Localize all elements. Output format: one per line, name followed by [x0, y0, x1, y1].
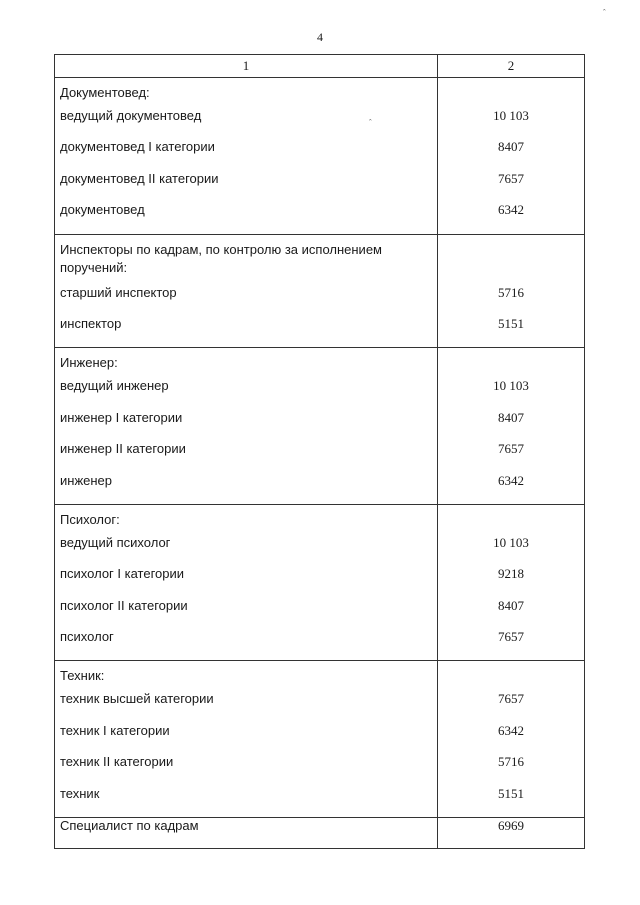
group-title: Психолог:: [55, 504, 438, 535]
group-2: [55, 348, 585, 505]
group-title-row: [55, 504, 585, 535]
group-title-row: [55, 661, 585, 692]
salary-table: [54, 54, 585, 849]
position-name: инженер II категории: [55, 441, 438, 472]
table-row: [55, 786, 585, 818]
salary-value: 7657: [438, 629, 585, 661]
group-title-value-empty: [438, 348, 585, 379]
salary-value: 8407: [438, 598, 585, 629]
table-row: [55, 441, 585, 472]
position-name: инженер I категории: [55, 410, 438, 441]
group-title-value-empty: [438, 234, 585, 285]
group-title: Документовед:: [55, 78, 438, 109]
table-row: [55, 535, 585, 566]
stray-mark: ˆ: [369, 118, 372, 127]
table-row: [55, 171, 585, 202]
position-name: техник I категории: [55, 723, 438, 754]
table-header: [55, 55, 585, 78]
group-title-row: [55, 234, 585, 285]
salary-value: 10 103: [438, 378, 585, 409]
position-name: техник высшей категории: [55, 691, 438, 722]
group-0: [55, 78, 585, 235]
position-name: документовед: [55, 202, 438, 234]
salary-value: 5716: [438, 754, 585, 785]
position-name: инспектор: [55, 316, 438, 348]
corner-mark: ˆ: [603, 8, 606, 17]
column-header-1: 1: [55, 55, 438, 78]
table-row: [55, 818, 585, 849]
table-row: [55, 285, 585, 316]
salary-value: 6342: [438, 723, 585, 754]
group-4: [55, 661, 585, 818]
group-title-value-empty: [438, 78, 585, 109]
position-name: инженер: [55, 473, 438, 505]
position-name: документовед I категории: [55, 139, 438, 170]
salary-value: 7657: [438, 691, 585, 722]
table-row: [55, 316, 585, 348]
group-title: Инженер:: [55, 348, 438, 379]
table-row: [55, 410, 585, 441]
table-row: [55, 598, 585, 629]
table-row: [55, 754, 585, 785]
salary-value: 5716: [438, 285, 585, 316]
page-number: 4: [317, 30, 323, 44]
table-row: [55, 473, 585, 505]
position-name: старший инспектор: [55, 285, 438, 316]
table-row: [55, 723, 585, 754]
group-title-row: [55, 348, 585, 379]
group-1: [55, 234, 585, 348]
position-name: ведущий документовед: [55, 108, 438, 139]
position-name: психолог: [55, 629, 438, 661]
table-row: [55, 108, 585, 139]
salary-value: 6342: [438, 202, 585, 234]
position-name: психолог I категории: [55, 566, 438, 597]
table-row: [55, 378, 585, 409]
salary-value: 10 103: [438, 108, 585, 139]
position-name: техник II категории: [55, 754, 438, 785]
position-name: ведущий инженер: [55, 378, 438, 409]
table-row: [55, 202, 585, 234]
salary-value: 7657: [438, 441, 585, 472]
group-title: Техник:: [55, 661, 438, 692]
table-row: [55, 629, 585, 661]
group-title-value-empty: [438, 504, 585, 535]
table-row: [55, 566, 585, 597]
salary-value: 8407: [438, 139, 585, 170]
salary-value: 10 103: [438, 535, 585, 566]
position-name: документовед II категории: [55, 171, 438, 202]
position-name: психолог II категории: [55, 598, 438, 629]
position-name: Специалист по кадрам: [55, 818, 438, 849]
salary-value: 6969: [438, 818, 585, 849]
salary-value: 5151: [438, 316, 585, 348]
single-row-group: [55, 818, 585, 849]
group-3: [55, 504, 585, 661]
salary-value: 7657: [438, 171, 585, 202]
table-row: [55, 691, 585, 722]
salary-value: 8407: [438, 410, 585, 441]
table-row: [55, 139, 585, 170]
position-name: техник: [55, 786, 438, 818]
column-header-2: 2: [438, 55, 585, 78]
salary-value: 6342: [438, 473, 585, 505]
salary-value: 9218: [438, 566, 585, 597]
group-title-row: [55, 78, 585, 109]
group-title-value-empty: [438, 661, 585, 692]
group-title: Инспекторы по кадрам, по контролю за исполнением поручений:: [55, 234, 438, 285]
salary-value: 5151: [438, 786, 585, 818]
position-name: ведущий психолог: [55, 535, 438, 566]
